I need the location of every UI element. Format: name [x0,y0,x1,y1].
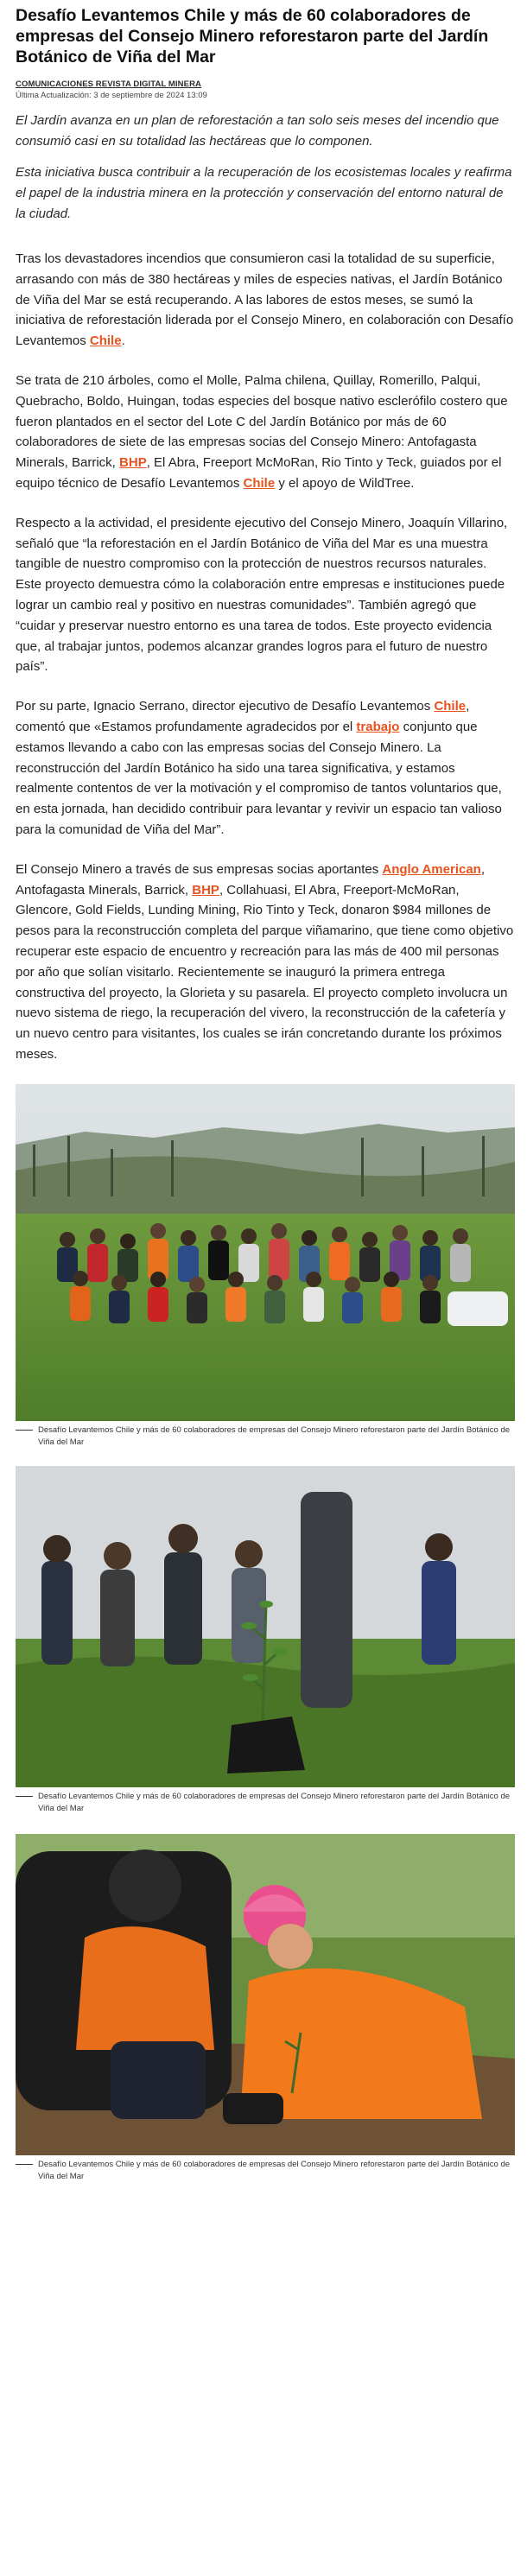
caption-rule [16,1430,33,1431]
tag-link-chile[interactable]: Chile [89,333,122,349]
tag-link-bhp[interactable]: BHP [119,455,147,471]
caption-rule [16,1796,33,1797]
text: conjunto que estamos llevando a cabo con las empresas socias del Consejo Minero. La reconstrucción del Jardín Botánico ha sido una tarea significativa, y estamos realmente contentos de ver la motivación y el compromiso de tantos voluntarios que, en esta jornada, han decidido contribuir para levantar y revivir un espacio tan valioso para la comunidad de Viña del Mar”. [16,719,502,837]
text: Se trata de 210 árboles, como el Molle, Palma chilena, Quillay, Romerillo, Palqui, Quebracho, Boldo, Huingan, todas especies del bosque nativo esclerófilo costero que fueron plantados en el sector del Lote C del Jardín Botánico por más de 60 colaboradores de siete de las empresas socias del Consejo Minero: Antofagasta Minerals, Barrick, [16,372,508,471]
planting-photo [16,1466,515,1787]
text: . [121,333,125,349]
body-paragraph-5 [16,860,514,1065]
lead-paragraph-2: Esta iniciativa busca contribuir a la recuperación de los ecosistemas locales y reafirma el papel de la industria minera en la protección y conservación del entorno natural de la ciudad. [16,165,512,221]
tag-link-chile[interactable]: Chile [243,475,276,491]
author-link[interactable]: COMUNICACIONES REVISTA DIGITAL MINERA [16,79,201,89]
text: , El Abra, Freeport McMoRan, Rio Tinto y Teck, guiados por el equipo técnico de Desafío Levantemos [16,455,502,491]
caption-text: Desafío Levantemos Chile y más de 60 colaboradores de empresas del Consejo Minero reforestaron parte del Jardín Botánico de Viña del Mar [38,1791,511,1813]
caption-rule [16,2164,33,2165]
figure-group-photo [16,1084,514,1449]
figure-planting-photo [16,1466,514,1815]
text: , Antofagasta Minerals, Barrick, [16,861,486,898]
text: El Consejo Minero a través de sus empresas socias aportantes [16,861,383,877]
tag-link-trabajo[interactable]: trabajo [356,719,400,734]
figure-volunteers-photo [16,1834,514,2183]
tag-link-bhp[interactable]: BHP [192,882,219,898]
photo-caption-1 [16,1424,514,1449]
tag-link-chile[interactable]: Chile [434,699,467,714]
text: Tras los devastadores incendios que consumieron casi la totalidad de su superficie, arrasando con más de 380 hectáreas y miles de especies nativas, el Jardín Botánico de Viña del Mar se está recuperando. A las labores de estos meses, se sumó la iniciativa de reforestación liderada por el Consejo Minero, en colaboración con Desafío Levantemos [16,251,514,349]
lead-paragraph-1: El Jardín avanza en un plan de reforestación a tan solo seis meses del incendio que consumió casi en su totalidad las hectáreas que lo componen. [16,113,499,149]
text: , comentó que «Estamos profundamente agradecidos por el [16,699,470,734]
caption-text: Desafío Levantemos Chile y más de 60 colaboradores de empresas del Consejo Minero reforestaron parte del Jardín Botánico de Viña del Mar [38,1424,511,1447]
photo-caption-2 [16,1791,514,1815]
photo-caption-3 [16,2159,514,2183]
article-title: Desafío Levantemos Chile y más de 60 colaboradores de empresas del Consejo Minero reforestaron parte del Jardín Botánico de Viña del Mar [16,6,489,67]
text: y el apoyo de WildTree. [275,475,415,491]
text: , Collahuasi, El Abra, Freeport-McMoRan, Glencore, Gold Fields, Lunding Mining, Rio Tinto y Teck, donaron $984 millones de pesos para la reconstrucción completa del parque viñamarino, que tiene como objetivo recuperar este espacio de encuentro y recreación para las más de 400 mil personas por año que solían visitarlo. Recientemente se inauguró la primera entrega constructiva del proyecto, la Glorieta y su pasarela. El proyecto completo involucra un nuevo sistema de riego, la recuperación del vivero, la reconstrucción de la cafetería y un nuevo centro para visitantes, los cuales se irán concretando durante los próximos meses. [16,882,514,1062]
text: Por su parte, Ignacio Serrano, director ejecutivo de Desafío Levantemos [16,699,435,714]
tag-link-anglo-american[interactable]: Anglo American [382,861,481,877]
body-paragraph-2 [16,371,514,494]
group-photo [16,1084,515,1421]
caption-text: Desafío Levantemos Chile y más de 60 colaboradores de empresas del Consejo Minero reforestaron parte del Jardín Botánico de Viña del Mar [38,2159,511,2181]
updated-timestamp: Última Actualización: 3 de septiembre de 2024 13:09 [16,91,207,100]
body-paragraph-1 [16,249,514,352]
body-paragraph-3: Respecto a la actividad, el presidente ejecutivo del Consejo Minero, Joaquín Villarino, señaló que “la reforestación en el Jardín Botánico de Viña del Mar es una muestra tangible de nuestro compromiso con la protección de nuestros recursos naturales. Este proyecto demuestra cómo la colaboración entre empresas e instituciones puede lograr un cambio real y positivo en nuestras comunidades”. También agregó que “cuidar y preservar nuestro entorno es una tarea de todos. Este proyecto evidencia que, al trabajar juntos, podemos alcanzar grandes logros para el futuro de nuestro país”. [16,515,508,675]
volunteers-photo [16,1834,515,2155]
body-paragraph-4 [16,696,514,841]
